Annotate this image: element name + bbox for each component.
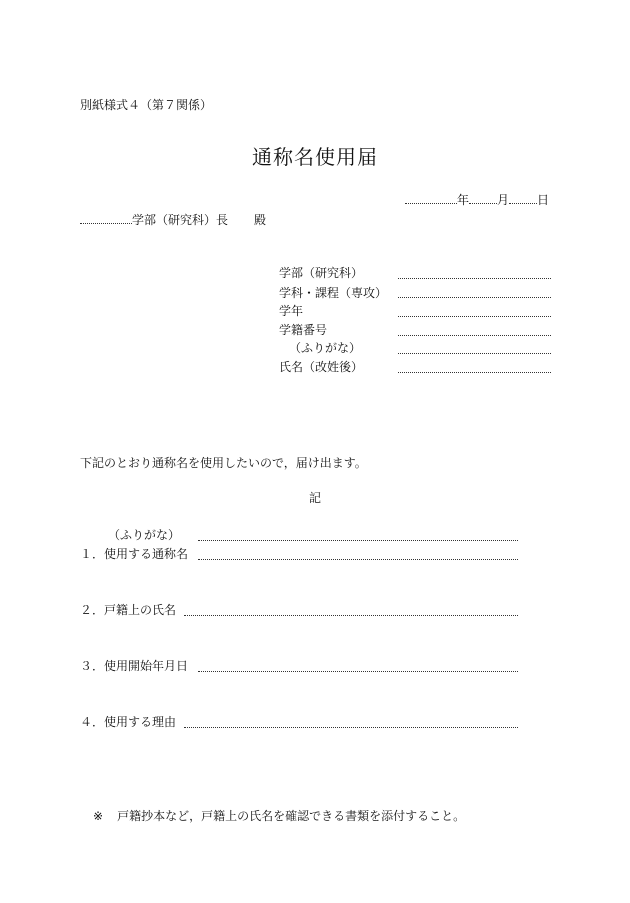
item-alias-field[interactable] [198, 559, 518, 560]
item-start-date-label: ３．使用開始年月日 [80, 659, 189, 673]
item-registered-name-label: ２．戸籍上の氏名 [80, 603, 177, 617]
year-label: 年 [457, 193, 470, 207]
year-blank[interactable] [405, 191, 457, 204]
item-alias-label: １．使用する通称名 [80, 547, 189, 561]
note-mark: ※ [93, 809, 104, 823]
item-reason-field[interactable] [184, 727, 518, 728]
item-furigana-label: （ふりがな） [108, 528, 181, 542]
day-label: 日 [537, 193, 550, 207]
item-registered-name-field[interactable] [184, 615, 518, 616]
addressee-title: 学部（研究科）長 [132, 213, 229, 227]
ki-heading: 記 [308, 491, 321, 505]
item-start-date-field[interactable] [198, 671, 518, 672]
furigana-field[interactable] [398, 353, 551, 354]
month-blank[interactable] [469, 191, 497, 204]
student-number-label: 学籍番号 [279, 323, 328, 337]
faculty-field[interactable] [398, 278, 551, 279]
document-title: 通称名使用届 [252, 145, 378, 169]
body-text: 下記のとおり通称名を使用したいので，届け出ます。 [80, 456, 367, 470]
month-label: 月 [497, 193, 510, 207]
furigana-label: （ふりがな） [289, 341, 362, 355]
faculty-blank[interactable] [80, 211, 132, 224]
department-field[interactable] [398, 297, 551, 298]
grade-label: 学年 [279, 304, 304, 318]
name-label: 氏名（改姓後） [279, 360, 364, 374]
grade-field[interactable] [398, 316, 551, 317]
day-blank[interactable] [509, 191, 537, 204]
student-number-field[interactable] [398, 335, 551, 336]
department-label: 学科・課程（専攻） [279, 286, 388, 300]
form-reference: 別紙様式４（第７関係） [80, 98, 213, 112]
addressee-honorific: 殿 [254, 213, 267, 227]
faculty-label: 学部（研究科） [279, 266, 364, 280]
item-furigana-field[interactable] [198, 540, 518, 541]
name-field[interactable] [398, 372, 551, 373]
addressee-row [80, 211, 266, 228]
note [93, 807, 465, 824]
date-row [405, 191, 549, 208]
note-text: 戸籍抄本など，戸籍上の氏名を確認できる書類を添付すること。 [117, 809, 466, 823]
item-reason-label: ４．使用する理由 [80, 715, 177, 729]
